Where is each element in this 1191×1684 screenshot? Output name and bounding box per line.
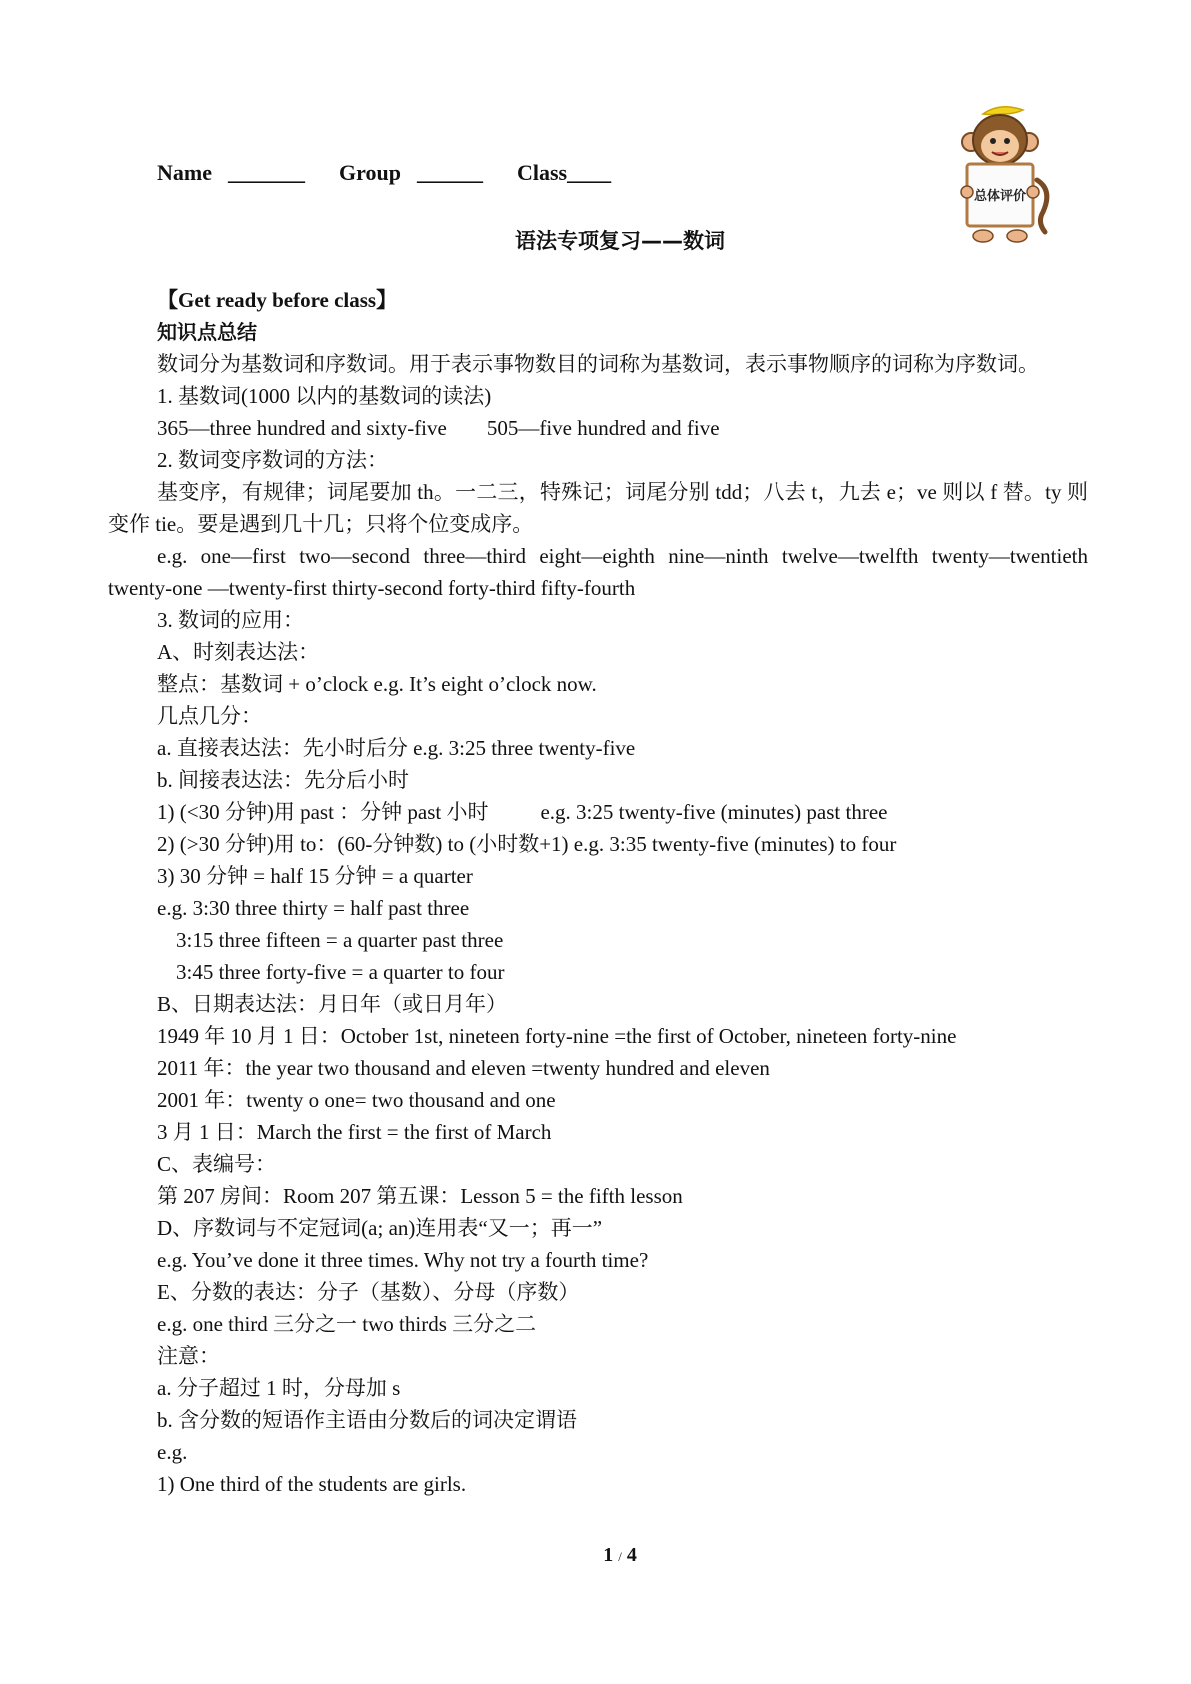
line: e.g. You’ve done it three times. Why not try a fourth time?: [157, 1248, 649, 1272]
line: b. 间接表达法：先分后小时: [157, 768, 409, 792]
line: b. 含分数的短语作主语由分数后的词决定谓语: [157, 1408, 577, 1432]
line: 3 月 1 日：March the first = the first of March: [157, 1120, 552, 1144]
line: 3:45 three forty-five = a quarter to four: [176, 960, 505, 984]
line: 1949 年 10 月 1 日：October 1st, nineteen forty-nine =the first of October, nineteen forty-nine: [157, 1024, 957, 1048]
class-label: Class: [516, 160, 568, 185]
line-part: 505—five hundred and five: [486, 416, 720, 440]
document-body: [108, 284, 1088, 1500]
line: 第 207 房间：Room 207 第五课：Lesson 5 = the fifth lesson: [157, 1184, 683, 1208]
line: e.g.: [157, 1440, 188, 1464]
name-label: Name: [157, 160, 212, 185]
line: e.g. one third 三分之一 two thirds 三分之二: [157, 1312, 537, 1336]
line: E、分数的表达：分子（基数）、分母（序数）: [157, 1280, 580, 1304]
page-current: 1: [603, 1544, 614, 1566]
line: 2. 数词变序数词的方法：: [157, 448, 388, 472]
page-separator: /: [618, 1549, 622, 1564]
example-paragraph: e.g. one—first two—second three—third eight—eighth nine—ninth twelve—twelfth twenty—twentieth twenty-one —twenty-first thirty-second forty-third fifty-fourth: [108, 544, 1088, 600]
line: 整点：基数词 + o’clock e.g. It’s eight o’clock now.: [157, 672, 597, 696]
line: A、时刻表达法：: [157, 640, 320, 664]
line: 2011 年：the year two thousand and eleven =twenty hundred and eleven: [157, 1056, 770, 1080]
line: D、序数词与不定冠词(a; an)连用表“又一；再一”: [157, 1216, 603, 1240]
page-total: 4: [626, 1544, 637, 1566]
line: e.g. 3:30 three thirty = half past three: [157, 896, 470, 920]
line: [108, 796, 1088, 828]
line: 1) One third of the students are girls.: [157, 1472, 467, 1496]
line: a. 直接表达法：先小时后分 e.g. 3:25 three twenty-five: [157, 736, 636, 760]
line: 1. 基数词(1000 以内的基数词的读法): [157, 384, 492, 408]
student-info-line: [157, 160, 611, 186]
line-part: 1) (<30 分钟)用 past ：分钟 past 小时: [157, 800, 489, 824]
subheading: 知识点总结: [157, 320, 257, 344]
page-number: [0, 1544, 1191, 1567]
class-blank: ____: [567, 160, 612, 185]
line: 3:15 three fifteen = a quarter past three: [176, 928, 504, 952]
line: 2) (>30 分钟)用 to：(60-分钟数) to (小时数+1) e.g. 3:35 twenty-five (minutes) to four: [157, 832, 897, 856]
line: a. 分子超过 1 时，分母加 s: [157, 1376, 401, 1400]
line-part: e.g. 3:25 twenty-five (minutes) past three: [540, 800, 888, 824]
intro-paragraph: 数词分为基数词和序数词。用于表示事物数目的词称为基数词，表示事物顺序的词称为序数词。: [157, 352, 1039, 376]
rule-paragraph: 基变序，有规律；词尾要加 th。一二三，特殊记；词尾分别 tdd；八去 t，九去 e；ve 则以 f 替。ty 则变作 tie。要是遇到几十几；只将个位变成序。: [108, 480, 1088, 536]
badge-text: 总体评价: [973, 189, 1027, 204]
line: B、日期表达法：月日年（或日月年）: [157, 992, 508, 1016]
name-blank: _______: [227, 160, 305, 185]
line: 2001 年：twenty o one= two thousand and one: [157, 1088, 556, 1112]
line: 几点几分：: [157, 704, 262, 728]
section-heading: 【Get ready before class】: [157, 288, 398, 312]
line: 3) 30 分钟 = half 15 分钟 = a quarter: [157, 864, 473, 888]
line: C、表编号：: [157, 1152, 277, 1176]
page-title: 语法专项复习——数词: [515, 229, 725, 253]
group-blank: ______: [416, 160, 483, 185]
group-label: Group: [338, 160, 401, 185]
line: 注意：: [157, 1344, 220, 1368]
line: [108, 412, 1088, 444]
line-part: 365—three hundred and sixty-five: [157, 416, 447, 440]
line: 3. 数词的应用：: [157, 608, 304, 632]
